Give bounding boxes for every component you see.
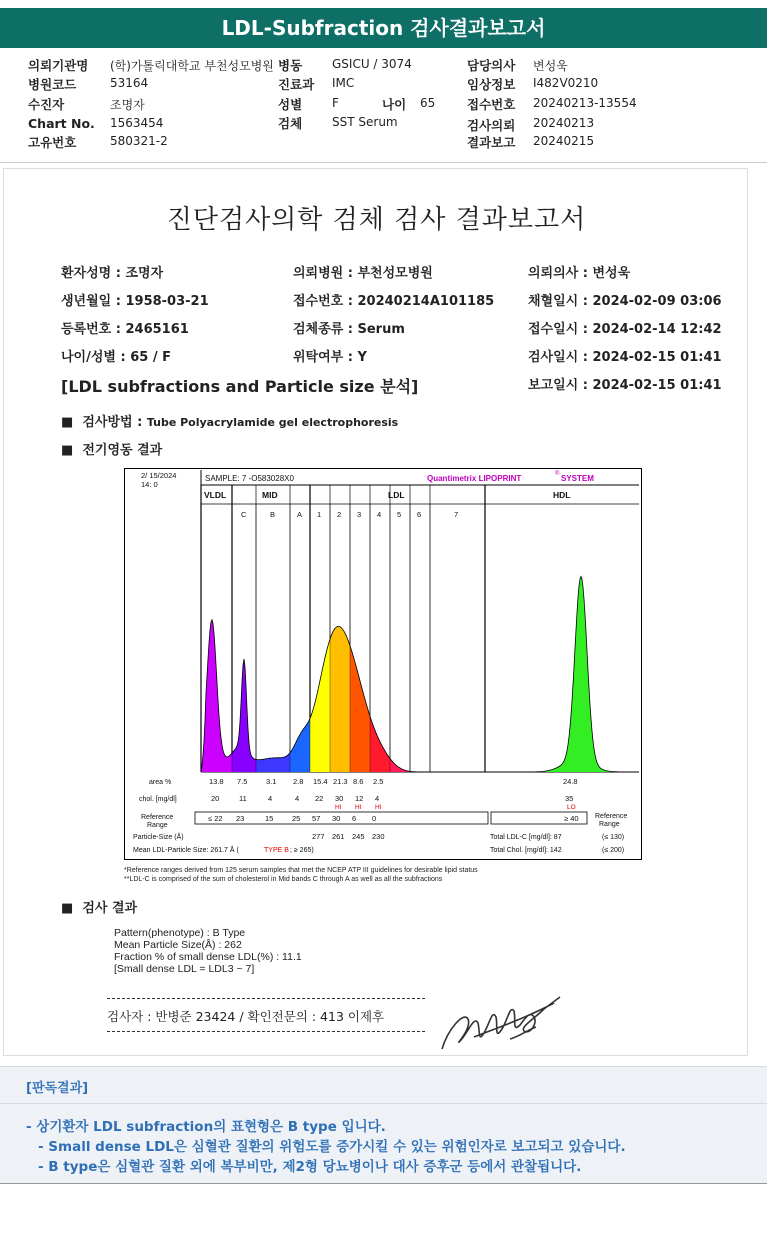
divider bbox=[0, 1103, 767, 1104]
region-label-mid: MID bbox=[262, 490, 278, 500]
area-row-label: area % bbox=[149, 779, 172, 786]
interpretation-heading: [판독결과] bbox=[26, 1081, 89, 1096]
doctor-label: 담당의사 bbox=[467, 58, 516, 73]
method-line bbox=[61, 411, 398, 430]
area-value-8: 24.8 bbox=[563, 777, 578, 786]
clinical-label: 임상정보 bbox=[467, 77, 516, 92]
lipoprint-chart-svg bbox=[125, 469, 641, 859]
receipt-value: 20240213-13554 bbox=[533, 96, 637, 110]
lab-report-panel bbox=[3, 168, 748, 1056]
divider bbox=[0, 162, 767, 163]
ref-value-6: 6 bbox=[352, 814, 357, 823]
birth-date: 생년월일 : 1958-03-21 bbox=[61, 294, 209, 309]
ref-value-2: 15 bbox=[265, 814, 274, 823]
bullet-icon: ■ bbox=[61, 901, 83, 916]
band-fill-11 bbox=[485, 577, 639, 773]
band-label-c: C bbox=[241, 510, 247, 519]
receive-datetime: 접수일시 : 2024-02-14 12:42 bbox=[528, 322, 722, 337]
result-pattern: Pattern(phenotype) : B Type bbox=[114, 927, 246, 939]
total-ldl-label: Total LDL-C [mg/dl]: 87 bbox=[490, 834, 562, 841]
age-value: 65 bbox=[420, 96, 436, 110]
method-value: Tube Polyacrylamide gel electrophoresis bbox=[146, 416, 399, 429]
band-fill-5 bbox=[330, 626, 350, 772]
chol-value-1: 11 bbox=[239, 794, 247, 803]
test-datetime: 검사일시 : 2024-02-15 01:41 bbox=[528, 350, 722, 365]
requesting-doctor: 의뢰의사 : 변성욱 bbox=[528, 266, 631, 281]
ref-value-4: 57 bbox=[312, 814, 321, 823]
specimen-value: SST Serum bbox=[332, 115, 398, 129]
particle-size-1: 261 bbox=[332, 832, 345, 841]
band-fill-4 bbox=[310, 639, 330, 772]
chart-brand-mark: ® bbox=[555, 471, 560, 477]
doctor-value: 변성욱 bbox=[533, 59, 568, 73]
region-label-vldl: VLDL bbox=[204, 490, 227, 500]
result-small-dense: Fraction % of small dense LDL(%) : 11.1 bbox=[114, 951, 302, 963]
chart-time: 14: 0 bbox=[141, 480, 158, 489]
institution-value: (학)가톨릭대학교 부천성모병원 bbox=[110, 59, 274, 73]
hospcode-label: 병원코드 bbox=[28, 77, 77, 92]
hi-flag-2: HI bbox=[375, 804, 382, 811]
inspector-line: 검사자 : 반병준 23424 / 확인전문의 : 413 이제후 bbox=[107, 1009, 385, 1024]
particle-size-0: 277 bbox=[312, 832, 325, 841]
hi-flag-0: HI bbox=[335, 804, 342, 811]
section-title: [LDL subfractions and Particle size 분석] bbox=[61, 377, 419, 396]
band-label-b: B bbox=[270, 510, 276, 519]
particle-size-label: Particle-Size (Å) bbox=[133, 834, 184, 841]
examinee-value: 조명자 bbox=[110, 98, 145, 112]
ward-value: GSICU / 3074 bbox=[332, 57, 412, 71]
chart-no-value: 1563454 bbox=[110, 116, 164, 130]
area-value-3: 2.8 bbox=[293, 777, 304, 786]
area-value-6: 8.6 bbox=[353, 777, 364, 786]
hdl-ref-value: ≥ 40 bbox=[564, 814, 579, 823]
ref-right-label-2: Range bbox=[599, 821, 620, 828]
hdl-lo-flag: LO bbox=[567, 804, 576, 811]
report-datetime: 보고일시 : 2024-02-15 01:41 bbox=[528, 378, 722, 393]
band-label-a: A bbox=[297, 510, 303, 519]
hospcode-value: 53164 bbox=[110, 76, 149, 90]
patient-info-block bbox=[0, 52, 767, 158]
chol-value-0: 20 bbox=[211, 794, 220, 803]
region-label-ldl: LDL bbox=[388, 490, 405, 500]
band-fill-6 bbox=[350, 646, 370, 772]
resdate-label: 결과보고 bbox=[467, 135, 516, 150]
interpretation-line-2: - Small dense LDL은 심혈관 질환의 위험도를 증가시킬 수 있는 위험인자로 보고되고 있습니다. bbox=[38, 1139, 626, 1155]
method-label: 검사방법 : bbox=[82, 415, 147, 430]
interpretation-panel bbox=[0, 1066, 767, 1184]
receipt-label: 접수번호 bbox=[467, 97, 516, 112]
band-label-5: 5 bbox=[397, 510, 402, 519]
specimen-label: 검체 bbox=[278, 116, 303, 131]
dept-label: 진료과 bbox=[278, 77, 315, 92]
chol-value-3: 4 bbox=[295, 794, 300, 803]
region-label-hdl: HDL bbox=[553, 490, 571, 500]
result-definition: [Small dense LDL = LDL3 ~ 7] bbox=[114, 963, 255, 975]
area-value-7: 2.5 bbox=[373, 777, 384, 786]
ref-label-2: Range bbox=[147, 822, 168, 829]
ref-value-1: 23 bbox=[236, 814, 245, 823]
total-chol-ref: (≤ 200) bbox=[602, 847, 625, 854]
mean-size-type: TYPE B bbox=[264, 847, 289, 854]
institution-label: 의뢰기관명 bbox=[28, 58, 89, 73]
chol-value-2: 4 bbox=[268, 794, 273, 803]
area-value-0: 13.8 bbox=[209, 777, 224, 786]
chart-brand: Quantimetrix LIPOPRINT bbox=[427, 474, 522, 483]
band-label-6: 6 bbox=[417, 510, 422, 519]
bullet-icon: ■ bbox=[61, 415, 83, 430]
band-label-2: 2 bbox=[337, 510, 342, 519]
chol-value-6: 12 bbox=[355, 794, 364, 803]
chol-value-5: 30 bbox=[335, 794, 344, 803]
dept-value: IMC bbox=[332, 76, 355, 90]
band-label-3: 3 bbox=[357, 510, 362, 519]
signature-image bbox=[434, 989, 569, 1059]
chol-value-7: 4 bbox=[375, 794, 380, 803]
electrophoresis-heading: ■ 전기영동 결과 bbox=[61, 443, 163, 458]
consignment: 위탁여부 : Y bbox=[293, 350, 367, 365]
ldl-note: **LDL-C is comprised of the sum of cholesterol in Mid bands C through A as well as all the subfractions bbox=[124, 876, 443, 883]
collect-datetime: 채혈일시 : 2024-02-09 03:06 bbox=[528, 294, 722, 309]
resdate-value: 20240215 bbox=[533, 134, 595, 148]
sex-label: 성별 bbox=[278, 97, 303, 112]
ref-value-5: 30 bbox=[332, 814, 341, 823]
report-title: 진단검사의학 검체 검사 결과보고서 bbox=[166, 205, 587, 235]
uid-value: 580321-2 bbox=[110, 134, 168, 148]
area-value-1: 7.5 bbox=[237, 777, 248, 786]
area-value-4: 15.4 bbox=[313, 777, 328, 786]
mean-size-label: Mean LDL-Particle Size: 261.7 Å ( bbox=[133, 847, 239, 854]
reqdate-label: 검사의뢰 bbox=[467, 118, 516, 133]
ward-label: 병동 bbox=[278, 58, 303, 73]
ref-label-1: Reference bbox=[141, 814, 174, 821]
band-fill-1 bbox=[232, 659, 256, 772]
ref-value-3: 25 bbox=[292, 814, 301, 823]
total-ldl-ref: (≤ 130) bbox=[602, 834, 625, 841]
chol-value-4: 22 bbox=[315, 794, 324, 803]
interpretation-line-1: - 상기환자 LDL subfraction의 표현형은 B type 입니다. bbox=[26, 1119, 386, 1135]
area-value-2: 3.1 bbox=[266, 777, 277, 786]
total-chol-label: Total Chol. [mg/dl]: 142 bbox=[490, 847, 562, 854]
interpretation-line-3: - B type은 심혈관 질환 외에 복부비만, 제2형 당뇨병이나 대사 증후군 등에서 관찰됩니다. bbox=[38, 1159, 582, 1175]
ref-value-7: 0 bbox=[372, 814, 377, 823]
age-sex: 나이/성별 : 65 / F bbox=[61, 350, 172, 365]
chart-sample-id: SAMPLE: 7 -O583028X0 bbox=[205, 474, 294, 483]
band-fill-8 bbox=[390, 758, 410, 772]
clinical-value: I482V0210 bbox=[533, 76, 599, 90]
uid-label: 고유번호 bbox=[28, 135, 77, 150]
lipoprint-chart bbox=[124, 468, 642, 860]
chol-row-label: chol. [mg/dl] bbox=[139, 796, 177, 803]
chart-date: 2/ 15/2024 bbox=[141, 471, 177, 480]
hi-flag-1: HI bbox=[355, 804, 362, 811]
examinee-label: 수진자 bbox=[28, 97, 65, 112]
age-label: 나이 bbox=[382, 97, 407, 112]
patient-name: 환자성명 : 조명자 bbox=[61, 266, 164, 281]
specimen-type: 검체종류 : Serum bbox=[293, 322, 405, 337]
result-heading: ■ 검사 결과 bbox=[61, 901, 138, 916]
particle-size-2: 245 bbox=[352, 832, 365, 841]
band-label-4: 4 bbox=[377, 510, 382, 519]
area-value-5: 21.3 bbox=[333, 777, 348, 786]
receipt-number: 접수번호 : 20240214A101185 bbox=[293, 294, 495, 309]
bullet-icon: ■ bbox=[61, 443, 83, 458]
chart-brand-suffix: SYSTEM bbox=[561, 474, 594, 483]
band-fill-2 bbox=[256, 753, 290, 772]
sign-bottom-line bbox=[107, 1031, 425, 1032]
sign-top-line bbox=[107, 998, 425, 999]
sex-value: F bbox=[332, 96, 339, 110]
band-label-1: 1 bbox=[317, 510, 322, 519]
registration-number: 등록번호 : 2465161 bbox=[61, 322, 189, 337]
chol-value-8: 35 bbox=[565, 794, 574, 803]
report-header-title: LDL-Subfraction 검사결과보고서 bbox=[0, 8, 767, 48]
result-mean-size: Mean Particle Size(Å) : 262 bbox=[114, 939, 242, 951]
band-fill-3 bbox=[290, 718, 310, 772]
requesting-hospital: 의뢰병원 : 부천성모병원 bbox=[293, 266, 433, 281]
band-label-7: 7 bbox=[454, 510, 459, 519]
reqdate-value: 20240213 bbox=[533, 116, 595, 130]
reference-note: *Reference ranges derived from 125 serum samples that met the NCEP ATP III guidelines for desirable lipid status bbox=[124, 867, 478, 874]
ref-value-0: ≤ 22 bbox=[208, 814, 223, 823]
ref-right-label-1: Reference bbox=[595, 813, 628, 820]
particle-size-3: 230 bbox=[372, 832, 385, 841]
mean-size-ref: ; ≥ 265) bbox=[290, 847, 314, 854]
chart-no-label: Chart No. bbox=[28, 116, 95, 131]
